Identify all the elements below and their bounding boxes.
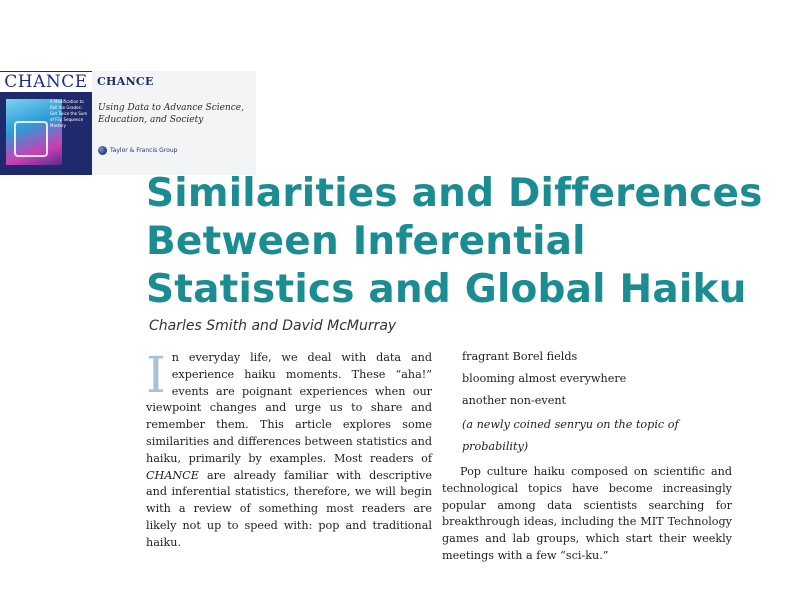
haiku-line-1: fragrant Borel fields: [462, 350, 578, 363]
drop-cap: I: [146, 346, 166, 404]
intro-text-start: n everyday life, we deal with data and experience haiku moments. These “aha!” events are poignant experiences when our viewpoint changes and urge us to share and remember them. This article explores some similarities and differences between statistics and haiku, primarily by examples. Most readers of: [146, 351, 432, 465]
haiku-line-2: blooming almost everywhere: [462, 372, 627, 385]
intro-text-end: are already familiar with descriptive and inferential statistics, therefore, we will begin with a review of something most readers are likely not up to speed with: pop and traditional haiku.: [146, 468, 432, 549]
right-column: [442, 346, 732, 565]
article-authors: Charles Smith and David McMurray: [149, 318, 397, 334]
publisher: [98, 143, 177, 157]
haiku-line-3: another non-event: [462, 394, 567, 407]
cover-figure-icon: [14, 121, 48, 157]
publisher-name: Taylor & Francis Group: [110, 146, 178, 154]
journal-tagline: Using Data to Advance Science, Education, and Society: [98, 103, 244, 125]
body-paragraph-2: Pop culture haiku composed on scientific and technological topics have become increasingly popular among data scientists searching for breakthrough ideas, including the MIT Technology games and lab groups, which start their weekly meetings with a few “sci-ku.”: [442, 465, 732, 562]
cover-headline: A Modification to Roll the Grades: Get Twice the Sum of Flip Sequence Mastery: [50, 99, 88, 128]
journal-reference: CHANCE: [146, 468, 199, 482]
journal-cover-image: [0, 71, 92, 175]
journal-banner: [0, 71, 256, 175]
haiku-caption: (a newly coined senryu on the topic of probability): [462, 418, 679, 453]
journal-name: CHANCE: [97, 75, 154, 88]
publisher-logo-icon: [98, 146, 107, 155]
intro-paragraph: [146, 346, 432, 552]
article-title: Similarities and Differences Between Inferential Statistics and Global Haiku: [146, 171, 763, 312]
cover-title: CHANCE: [0, 72, 92, 92]
